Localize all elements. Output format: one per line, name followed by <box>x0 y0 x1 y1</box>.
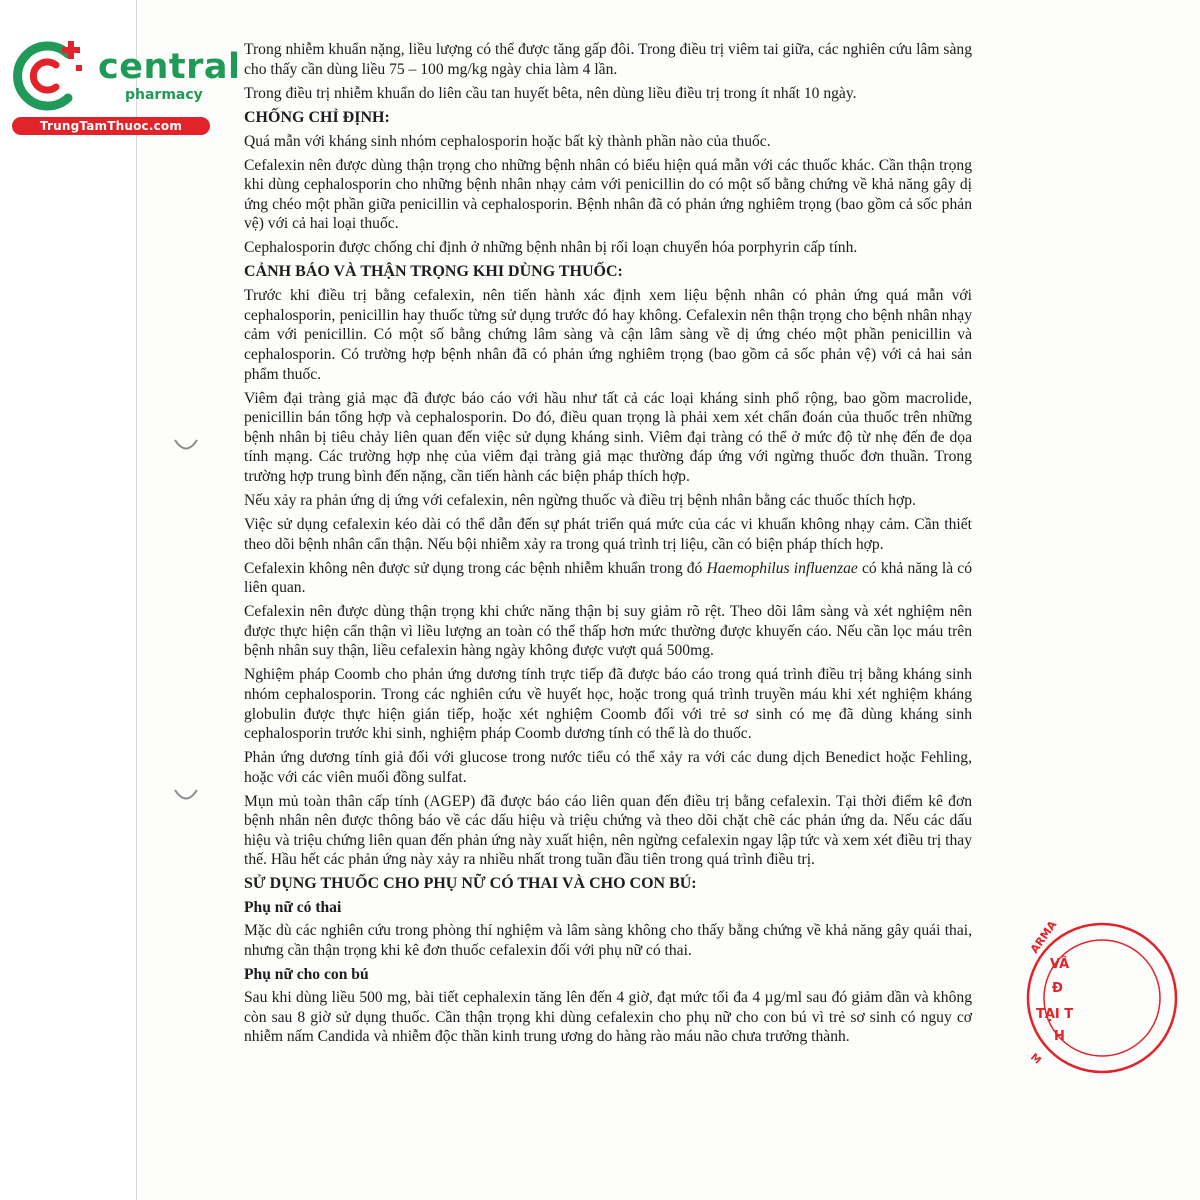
paragraph: Nghiệm pháp Coomb cho phản ứng dương tính trực tiếp đã được báo cáo trong quá trình điều trị bằng kháng sinh nhóm cephalosporin. Trong các nghiên cứu về huyết học, hoặc trong quá trình truyền máu khi xét nghiệm kháng globulin được thực hiện gián tiếp, hoặc xét nghiệm Coomb đối với trẻ sơ sinh có mẹ đã dùng kháng sinh cephalosporin trước khi sinh, nghiệm pháp Coomb dương tính có thể là do thuốc. <box>244 666 972 743</box>
svg-text:Đ: Đ <box>1052 981 1063 996</box>
svg-text:ARMA: ARMA <box>1027 918 1060 956</box>
paragraph <box>244 559 972 598</box>
section-heading-warnings: CẢNH BÁO VÀ THẬN TRỌNG KHI DÙNG THUỐC: <box>244 263 623 281</box>
paragraph: Cefalexin nên được dùng thận trọng khi chức năng thận bị suy giảm rõ rệt. Theo dõi lâm sàng và xét nghiệm nên được thực hiện cẩn thận vì liều lượng an toàn có thể thấp hơn mức thường được khuyến cáo. Nếu cần lọc máu trên bệnh nhân suy thận, liều cefalexin hàng ngày không được vượt quá 500mg. <box>244 603 972 660</box>
logo-website-badge: TrungTamThuoc.com <box>12 117 210 135</box>
logo-subtitle: pharmacy <box>125 87 203 103</box>
paragraph: Mụn mủ toàn thân cấp tính (AGEP) đã được báo cáo liên quan đến điều trị bằng cefalexin. Tại thời điểm kê đơn bệnh nhân nên được thông báo về các dấu hiệu và triệu chứng và theo dõi chặt chẽ các phản ứng da. Nếu các dấu hiệu và triệu chứng liên quan đến phản ứng này xuất hiện, nên ngừng cefalexin ngay lập tức và xem xét điều trị thay thế. Hầu hết các phản ứng này xảy ra nhiều nhất trong tuần đầu tiên trong quá trình điều trị. <box>244 792 972 869</box>
red-stamp-seal <box>1022 918 1074 1078</box>
paragraph: Nếu xảy ra phản ứng dị ứng với cefalexin, nên ngừng thuốc và điều trị bệnh nhân bằng các thuốc thích hợp. <box>244 492 916 510</box>
paragraph: Cefalexin nên được dùng thận trọng cho những bệnh nhân có biểu hiện quá mẫn với các thuốc khác. Cần thận trọng khi dùng cephalosporin cho những bệnh nhân nhạy cảm với penicillin do có một số bằng chứng về khả năng gây dị ứng chéo một phần giữa penicillin và cephalosporin. Bệnh nhân đã có phản ứng nghiêm trọng (bao gồm cả sốc phản vệ) với cả hai loại thuốc. <box>244 156 972 233</box>
central-pharmacy-logo[interactable] <box>10 38 241 138</box>
paragraph: Quá mẫn với kháng sinh nhóm cephalosporin hoặc bất kỳ thành phần nào của thuốc. <box>244 132 771 150</box>
paragraph: Phản ứng dương tính giả đối với glucose trong nước tiểu có thể xảy ra với các dung dịch Benedict hoặc Fehling, hoặc với các viên muối đồng sulfat. <box>244 749 972 786</box>
bacteria-name-italic: Haemophilus influenzae <box>706 559 858 577</box>
svg-text:H: H <box>1054 1029 1065 1044</box>
paragraph-text: Cefalexin không nên được sử dụng trong các bệnh nhiễm khuẩn trong đó <box>244 559 707 577</box>
svg-text:M: M <box>1028 1051 1043 1067</box>
paragraph: Trong điều trị nhiễm khuẩn do liên cầu tan huyết bêta, nên dùng liều điều trị trong ít nhất 10 ngày. <box>244 84 857 102</box>
scan-page-edge <box>136 0 137 1200</box>
paragraph: Trong nhiễm khuẩn nặng, liều lượng có thể được tăng gấp đôi. Trong điều trị viêm tai giữa, các nghiên cứu lâm sàng cho thấy cần dùng liều 75 – 100 mg/kg ngày chia làm 4 lần. <box>244 41 972 78</box>
subheading-breastfeeding-women: Phụ nữ cho con bú <box>244 966 369 984</box>
logo-mark-icon <box>10 38 100 114</box>
section-heading-contraindications: CHỐNG CHỈ ĐỊNH: <box>244 108 390 126</box>
binder-hole-icon <box>172 787 200 803</box>
logo-wordmark: central <box>98 47 241 87</box>
paragraph: Mặc dù các nghiên cứu trong phòng thí nghiệm và lâm sàng không cho thấy bằng chứng về khả năng gây quái thai, nhưng cần thận trọng khi kê đơn thuốc cefalexin đối với phụ nữ có thai. <box>244 922 972 960</box>
paragraph: Viêm đại tràng giả mạc đã được báo cáo với hầu như tất cả các loại kháng sinh phổ rộng, bao gồm macrolide, penicillin bán tổng hợp và cephalosporin. Do đó, điều quan trọng là phải xem xét chẩn đoán của thuốc trên những bệnh nhân bị tiêu chảy liên quan đến việc sử dụng kháng sinh. Viêm đại tràng có thể ở mức độ từ nhẹ đến đe dọa tính mạng. Các trường hợp nhẹ của viêm đại tràng giả mạc thường đáp ứng với ngừng thuốc đơn thuần. Trong trường hợp trung bình đến nặng, cần tiến hành các biện pháp thích hợp. <box>244 389 972 486</box>
svg-text:VÃ: VÃ <box>1050 957 1070 972</box>
svg-text:TẠI T: TẠI T <box>1036 1007 1074 1022</box>
binder-hole-icon <box>172 437 200 453</box>
paragraph: Việc sử dụng cefalexin kéo dài có thể dẫn đến sự phát triển quá mức của các vi khuẩn không nhạy cảm. Cần thiết theo dõi bệnh nhân cẩn thận. Nếu bội nhiễm xảy ra trong quá trình trị liệu, cần có biện pháp thích hợp. <box>244 516 972 553</box>
document-body <box>244 40 972 1051</box>
paragraph: Trước khi điều trị bằng cefalexin, nên tiến hành xác định xem liệu bệnh nhân có phản ứng quá mẫn với cephalosporin, penicillin hay thuốc từng sử dụng trước đó hay không. Cefalexin nên thận trọng cho bệnh nhân nhạy cảm với penicillin. Có một số bằng chứng lâm sàng và cận lâm sàng về dị ứng chéo một phần penicillin và cephalosporin. Có trường hợp bệnh nhân đã có phản ứng nghiêm trọng (bao gồm cả sốc phản vệ) với cả hai sản phẩm thuốc. <box>244 287 972 383</box>
paragraph: Cephalosporin được chống chỉ định ở những bệnh nhân bị rối loạn chuyển hóa porphyrin cấp tính. <box>244 239 858 257</box>
subheading-pregnant-women: Phụ nữ có thai <box>244 899 342 917</box>
section-heading-pregnancy-lactation: SỬ DỤNG THUỐC CHO PHỤ NỮ CÓ THAI VÀ CHO CON BÚ: <box>244 875 697 893</box>
paragraph: Sau khi dùng liều 500 mg, bài tiết cephalexin tăng lên đến 4 giờ, đạt mức tối đa 4 µg/ml sau đó giảm dần và không còn sau 8 giờ sử dụng thuốc. Cần thận trọng khi dùng cefalexin cho phụ nữ cho con bú vì trẻ sơ sinh có nguy cơ nhiễm nấm Candida và nhiễm độc thần kinh trung ương do hàng rào máu não chưa trưởng thành. <box>244 989 972 1046</box>
paragraph-text: có khả năng là có liên quan. <box>244 559 973 597</box>
